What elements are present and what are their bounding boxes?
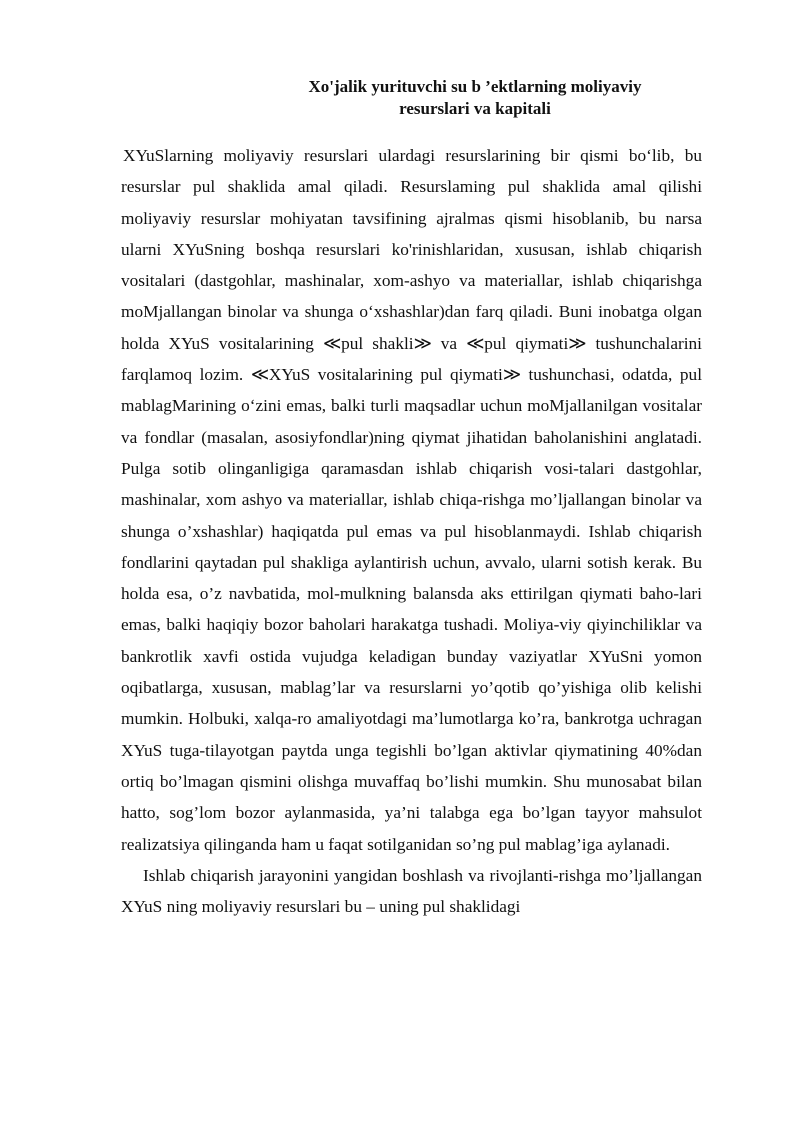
paragraph-2: Ishlab chiqarish jarayonini yangidan boshlash va rivojlanti-rishga mo’ljallangan XYuS ning moliyaviy resurslari bu – uning pul shaklidagi [121, 865, 702, 917]
document-title [230, 76, 720, 120]
title-line-2: resurslari va kapitali [399, 99, 551, 118]
title-line-1: Xo'jalik yurituvchi su b ’ektlarning moliyaviy [308, 77, 642, 96]
paragraph-1: XYuSlarning moliyaviy resurslari ulardagi resurslarining bir qismi bo‘lib, bu resurslar pul shaklida amal qiladi. Resurslaming pul shaklida amal qilishi moliyaviy resurslar mohiyatan tavsifining ajralmas qismi hisoblanib, bu narsa ularni XYuSning boshqa resurslari ko'rinishlaridan, xususan, ishlab chiqarish vositalari (dastgohlar, mashinalar, xom-ashyo va materiallar, ishlab chiqarishga moMjallangan binolar va shunga o‘xshashlar)dan farq qiladi. Buni inobatga olgan holda XYuS vositalarining ≪pul shakli≫ va ≪pul qiymati≫ tushunchalarini farqlamoq lozim. ≪XYuS vositalarining pul qiymati≫ tushunchasi, odatda, pul mablagMarining o‘zini emas, balki turli maqsadlar uchun moMjallanilgan vositalar va fondlar (masalan, asosiyfondlar)ning qiymat jihatidan baholanishini anglatadi. Pulga sotib olinganligiga qaramasdan ishlab chiqarish vosi-talari dastgohlar, mashinalar, xom ashyo va materiallar, ishlab chiqa-rishga mo’ljallangan binolar va shunga o’xshashlar) haqiqatda pul emas va pul hisoblanmaydi. Ishlab chiqarish fondlarini qaytadan pul shakliga aylantirish uchun, avvalo, ularni sotish kerak. Bu holda esa, o’z navbatida, mol-mulkning balansda aks ettirilgan qiymati baho-lari emas, balki haqiqiy bozor baholari harakatga tushadi. Moliya-viy qiyinchiliklar va bankrotlik xavfi ostida vujudga keladigan bunday vaziyatlar XYuSni yomon oqibatlarga, xususan, mablag’lar va resurslarni yo’qotib qo’yishiga olib kelishi mumkin. Holbuki, xalqa-ro amaliyotdagi ma’lumotlarga ko’ra, bankrotga uchragan XYuS tuga-tilayotgan paytda unga tegishli bo’lgan aktivlar qiymatining 40%dan ortiq bo’lmagan qismini olishga muvaffaq bo’lishi mumkin. Shu munosabat bilan hatto, sog’lom bozor aylanmasida, ya’ni talabga ega bo’lgan tayyor mahsulot realizatsiya qilinganda ham u faqat sotilganidan so’ng pul mablag’iga aylanadi. [121, 146, 702, 854]
document-body [121, 140, 702, 922]
